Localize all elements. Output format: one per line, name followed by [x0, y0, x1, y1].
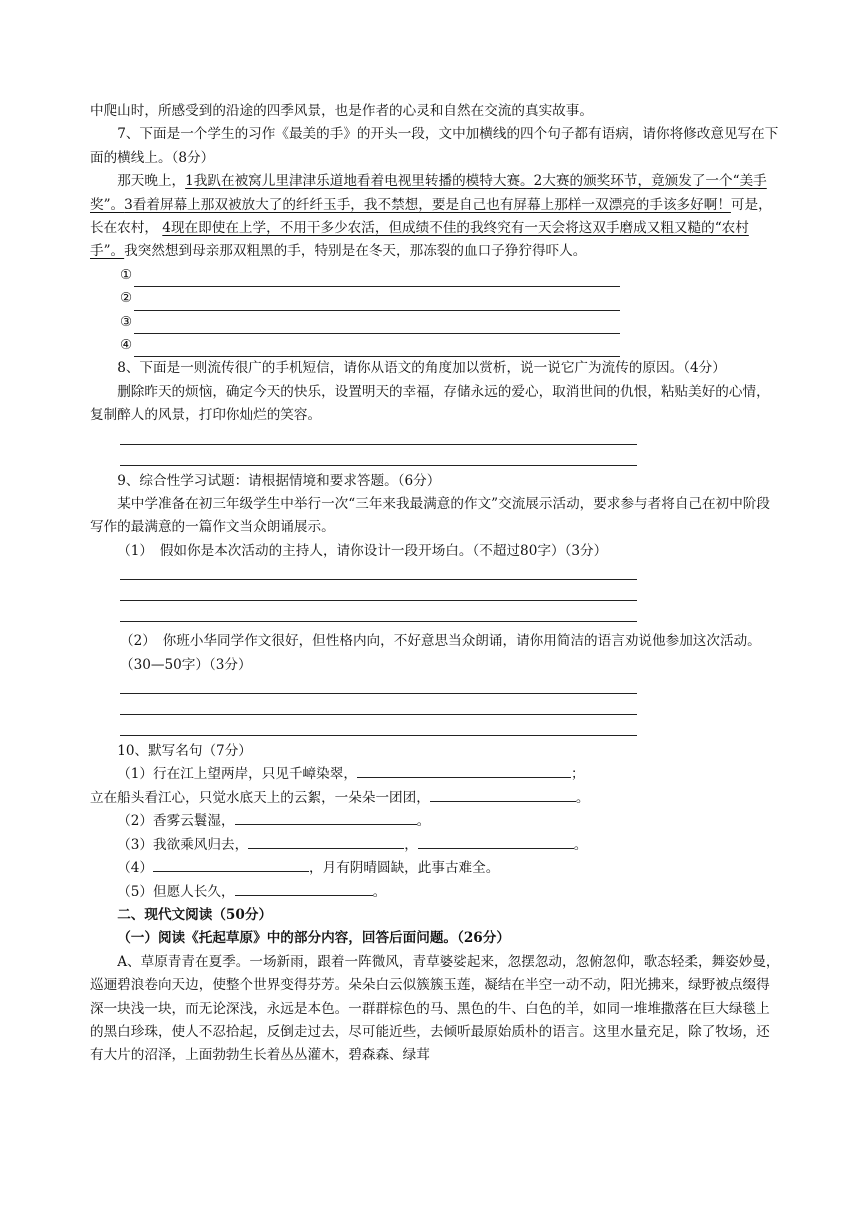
answer-marker: ③	[120, 313, 133, 330]
item-text: 。	[575, 789, 590, 806]
reading-passage-a: A、草原青青在夏季。一场新雨，跟着一阵微风，青草婆娑起来，忽摆忽动，忽俯忽仰，歌态轻柔，舞姿妙曼，巡逦碧浪卷向天边，使整个世界变得芬芳。朵朵白云似簇簇玉莲，凝结在半空一动不动，阳光拂来，绿野被点缀得深一块浅一块，而无论深浅，永远是本色。一群群棕色的马、黑色的牛、白色的羊，如同一堆堆撒落在巨大绿毯上的黑白珍珠，使人不忍拾起，反倒走过去，尽可能近些，去倾听最原始质朴的语言。这里水量充足，除了牧场，还有大片的沼泽，上面勃勃生长着丛丛灌木，碧森森、绿茸	[90, 953, 780, 1064]
question-8-sms: 删除昨天的烦恼，确定今天的快乐，设置明天的幸福，存储永远的爱心，取消世间的仇恨，粘贴美好的心情，复制醉人的风景，打印你灿烂的笑容。	[90, 383, 770, 424]
answer-marker: ④	[120, 337, 133, 353]
answer-line[interactable]	[90, 584, 780, 605]
answer-line-1[interactable]	[90, 264, 780, 287]
answer-line[interactable]	[90, 449, 780, 470]
question-8-prompt: 8、下面是一则流传很广的手机短信，请你从语文的角度加以赏析，说一说它广为流传的原因。（4分）	[117, 360, 726, 377]
question-10-item-3	[90, 834, 780, 857]
question-9-part-1: （1） 假如你是本次活动的主持人，请你设计一段开场白。（不超过80字）（3分）	[117, 542, 608, 559]
passage-text: 那天晚上，	[117, 173, 186, 190]
answer-blank[interactable]	[134, 272, 620, 287]
item-text: （1）行在江上望两岸，只见千嶂染翠，	[117, 766, 357, 783]
fill-blank[interactable]	[235, 810, 417, 825]
answer-line[interactable]	[90, 719, 780, 740]
item-text: （3）我欲乘风归去，	[117, 836, 249, 853]
fill-blank[interactable]	[235, 881, 373, 896]
question-10-item-4	[90, 857, 780, 880]
answer-line[interactable]	[90, 698, 780, 719]
sentence-1-underlined: 1我趴在被窝儿里津津乐道地看着电视里转播的模特大赛。	[185, 173, 534, 190]
question-9-prompt: 9、综合性学习试题：请根据情境和要求答题。（6分）	[117, 472, 441, 489]
fill-blank[interactable]	[153, 857, 309, 872]
item-text: ；	[570, 766, 585, 783]
answer-line-3[interactable]	[90, 311, 780, 334]
answer-line[interactable]	[90, 428, 780, 449]
answer-line-2[interactable]	[90, 287, 780, 310]
item-text: （5）但愿人长久，	[117, 883, 235, 900]
answer-blank[interactable]	[134, 296, 620, 311]
item-text: 。	[372, 883, 387, 900]
sentence-2-underlined: 2大赛的颁奖环节，竟颁发了一个“美手奖”。	[90, 173, 767, 213]
passage-text: 可是，长在农村，	[90, 196, 772, 237]
heading-text: （一）阅读《托起草原》中的部分内容，回答后面问题。（26分）	[117, 930, 510, 947]
fill-blank[interactable]	[357, 763, 571, 778]
item-text: （2）香雾云鬟湿，	[117, 813, 235, 830]
sentence-4-underlined: 4现在即使在上学，不用干多少农活，但成绩不佳的我终究有一天会将这双手磨成又粗又糙的“农村手”。	[90, 220, 749, 260]
item-text: 。	[416, 813, 431, 830]
fill-blank[interactable]	[430, 787, 576, 802]
sentence-3-underlined: 3看着屏幕上那双被放大了的纤纤玉手，我不禁想，要是自己也有屏幕上那样一双漂亮的手该多好啊！	[124, 196, 731, 213]
item-text: ，月有阴晴圆缺，此事古难全。	[309, 860, 500, 877]
question-9-context: 某中学准备在初三年级学生中举行一次“三年来我最满意的作文”交流展示活动，要求参与者将自己在初中阶段写作的最满意的一篇作文当众朗诵展示。	[90, 496, 770, 536]
item-text: ，	[404, 836, 418, 853]
item-text: 立在船头看江心，只觉水底天上的云絮，一朵朵一团团，	[90, 789, 430, 806]
question-7-prompt: 7、下面是一个学生的习作《最美的手》的开头一段，文中加横线的四个句子都有语病，请你将修改意见写在下面的横线上。（8分）	[90, 126, 779, 166]
exam-page	[90, 100, 780, 1068]
answer-marker: ②	[120, 290, 133, 307]
item-text: 。	[573, 836, 588, 853]
answer-blank[interactable]	[134, 342, 620, 357]
question-10-item-1	[90, 763, 780, 786]
answer-line[interactable]	[90, 563, 780, 584]
question-10-item-2	[90, 810, 780, 833]
fill-blank[interactable]	[248, 834, 404, 849]
passage-text: 我突然想到母亲那双粗黑的手，特别是在冬天，那冻裂的血口子狰狞得吓人。	[124, 243, 587, 260]
question-10-item-5	[90, 881, 780, 904]
answer-marker: ①	[120, 266, 133, 283]
answer-line-4[interactable]	[90, 334, 780, 357]
section-2-heading	[90, 904, 780, 927]
answer-line[interactable]	[90, 677, 780, 698]
question-9-part-2: （2） 你班小华同学作文很好，但性格内向，不好意思当众朗诵，请你用简洁的语言劝说他参加这次活动。（30—50字）（3分）	[120, 633, 761, 673]
answer-line[interactable]	[90, 605, 780, 626]
fill-blank[interactable]	[418, 834, 574, 849]
question-7-passage	[90, 170, 780, 264]
section-2-subheading	[90, 927, 780, 950]
item-text: （4）	[117, 860, 154, 877]
question-10-item-1-cont	[90, 787, 780, 810]
answer-blank[interactable]	[134, 319, 620, 334]
passage-tail-line: 中爬山时，所感受到的沿途的四季风景，也是作者的心灵和自然在交流的真实故事。	[90, 103, 593, 119]
question-10-prompt: 10、默写名句（7分）	[117, 743, 252, 760]
heading-text: 二、现代文阅读（50分）	[117, 906, 273, 923]
